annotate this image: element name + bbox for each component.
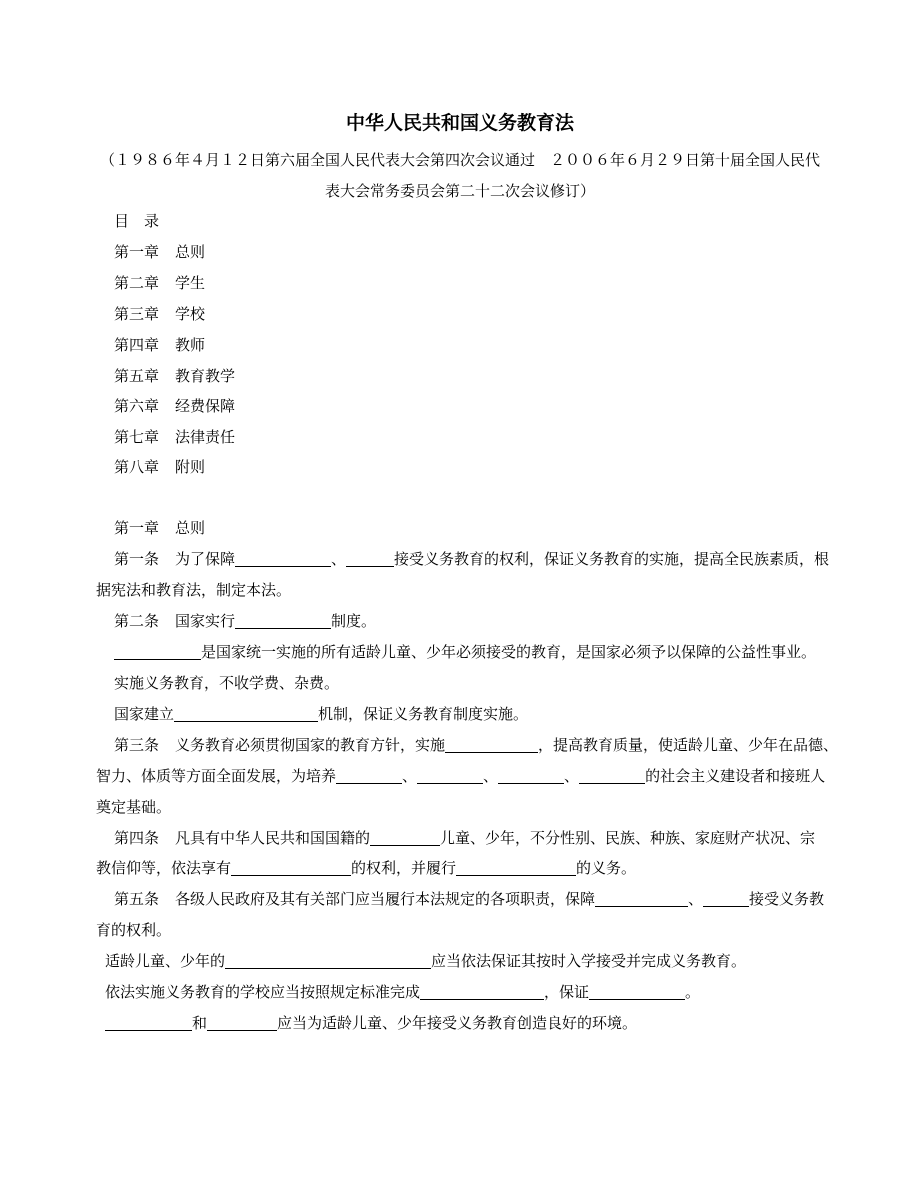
document-title: 中华人民共和国义务教育法 [345,112,574,134]
article-4-line1: 第四条 凡具有中华人民共和国国籍的 儿童、少年，不分性别、民族、种族、家庭财产状况、宗 [114,829,816,847]
article-3-line1: 第三条 义务教育必须贯彻国家的教育方针，实施 ，提高教育质量，使适龄儿童、少年在品德、 [114,736,839,754]
fill-blank[interactable] [114,643,201,660]
toc-chapter-name: 学生 [175,274,206,292]
fill-blank[interactable] [235,612,331,629]
article-3-line3: 奠定基础。 [96,798,172,816]
fill-blank[interactable] [589,983,685,1000]
toc-item[interactable] [114,457,205,477]
toc-chapter-number: 第七章 [114,428,160,446]
article-1-line2: 据宪法和教育法，制定本法。 [96,581,292,599]
article-4-line2: 教信仰等，依法享有 的权利，并履行 的义务。 [96,859,637,877]
toc-item[interactable] [114,304,205,324]
fill-blank[interactable] [346,550,394,567]
toc-chapter-name: 教育教学 [175,367,236,385]
article-2-para2: 是国家统一实施的所有适龄儿童、少年必须接受的教育，是国家必须予以保障的公益性事业。 [114,642,816,662]
toc-chapter-number: 第八章 [114,458,160,476]
toc-chapter-number: 第六章 [114,397,160,415]
fill-blank[interactable] [174,705,318,722]
article-label: 第四条 [114,829,160,847]
article-5-para2: 适龄儿童、少年的 应当依法保证其按时入学接受并完成义务教育。 [105,952,747,970]
chapter-number: 第一章 [114,519,160,537]
article-5-para3: 依法实施义务教育的学校应当按照规定标准完成 ，保证 。 [105,983,701,1001]
toc-item[interactable] [114,242,205,262]
article-2-line1: 第二条 国家实行 制度。 [114,612,377,630]
toc-item[interactable] [114,366,235,386]
fill-blank[interactable] [235,550,331,567]
toc-heading: 目 录 [114,212,160,230]
article-label: 第二条 [114,612,160,630]
fill-blank[interactable] [225,952,431,969]
toc-chapter-number: 第四章 [114,336,160,354]
article-5-line1: 第五条 各级人民政府及其有关部门应当履行本法规定的各项职责，保障 、 接受义务教 [114,890,825,908]
chapter-heading [114,518,205,538]
toc-chapter-name: 学校 [175,305,206,323]
article-label: 第三条 [114,736,160,754]
article-1-line1: 第一条 为了保障 、 接受义务教育的权利，保证义务教育的实施，提高全民族素质，根 [114,550,830,568]
fill-blank[interactable] [456,859,576,876]
fill-blank[interactable] [105,1014,192,1031]
fill-blank[interactable] [420,983,544,1000]
chapter-name: 总则 [175,519,206,537]
article-label: 第一条 [114,550,160,568]
toc-chapter-number: 第五章 [114,367,160,385]
toc-chapter-number: 第三章 [114,305,160,323]
document-subtitle-line2: 表大会常务委员会第二十二次会议修订） [324,182,595,200]
article-2-para3: 实施义务教育，不收学费、杂费。 [114,674,340,692]
toc-chapter-name: 教师 [175,336,206,354]
article-2-para4: 国家建立 机制，保证义务教育制度实施。 [114,705,529,723]
fill-blank[interactable] [595,890,688,907]
fill-blank[interactable] [336,767,402,784]
toc-item[interactable] [114,396,235,416]
toc-chapter-name: 法律责任 [175,428,236,446]
toc-chapter-name: 附则 [175,458,206,476]
document-subtitle-line1: （１９８６年４月１２日第六届全国人民代表大会第四次会议通过 ２００６年６月２９日第十届全国人民代 [99,151,820,169]
toc-item[interactable] [114,273,205,293]
toc-chapter-number: 第一章 [114,243,160,261]
toc-chapter-name: 总则 [175,243,206,261]
toc-chapter-number: 第二章 [114,274,160,292]
fill-blank[interactable] [445,736,538,753]
article-label: 第五条 [114,890,160,908]
toc-item[interactable] [114,427,235,447]
toc-item[interactable] [114,335,205,355]
article-5-para4: 和 应当为适龄儿童、少年接受义务教育创造良好的环境。 [105,1013,637,1033]
fill-blank[interactable] [498,767,564,784]
fill-blank[interactable] [417,767,483,784]
fill-blank[interactable] [370,829,440,846]
fill-blank[interactable] [231,859,351,876]
toc-chapter-name: 经费保障 [175,397,236,415]
fill-blank[interactable] [579,767,645,784]
article-3-line2: 智力、体质等方面全面发展，为培养 、 、 、 的社会主义建设者和接班人 [96,767,826,785]
fill-blank[interactable] [207,1014,277,1031]
article-5-line2: 育的权利。 [96,921,172,939]
fill-blank[interactable] [703,890,749,907]
